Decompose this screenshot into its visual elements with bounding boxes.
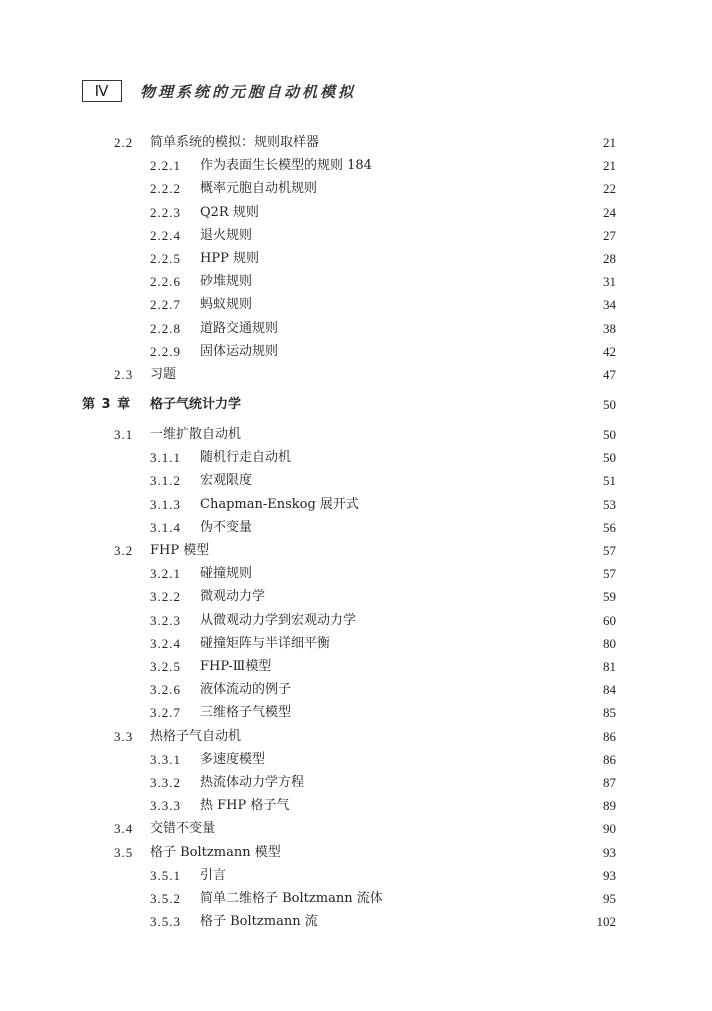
toc-entry[interactable] [150, 179, 616, 199]
toc-entry[interactable] [150, 203, 616, 223]
toc-entry-title: 碰撞规则 [200, 566, 253, 582]
toc-entry-page: 21 [603, 158, 616, 174]
toc-entry-page: 57 [603, 543, 616, 558]
toc-entry[interactable] [150, 156, 616, 176]
toc-entry[interactable] [150, 587, 616, 607]
toc-entry-page: 47 [603, 367, 616, 382]
toc-entry-number: 3.3 [114, 728, 134, 744]
toc-entry-page: 93 [603, 844, 616, 860]
toc-entry-title: 砂堆规则 [200, 274, 253, 290]
toc-entry-title: FHP-Ⅲ模型 [200, 659, 272, 674]
toc-entry-page: 95 [603, 891, 616, 906]
dot-leader [215, 541, 588, 561]
toc-entry-number: 2.2.5 [150, 251, 181, 266]
dot-leader [258, 295, 588, 315]
toc-entry-number: 3.3.1 [150, 751, 181, 767]
toc-entry-page: 50 [603, 450, 616, 466]
dot-leader [247, 425, 588, 445]
toc-entry-page: 102 [596, 914, 616, 930]
page-number-roman: Ⅳ [82, 80, 122, 102]
toc-entry-page: 22 [603, 181, 616, 197]
toc-entry-title: Q2R 规则 [200, 204, 259, 220]
toc-entry-title: 热格子气自动机 [150, 728, 242, 744]
dot-leader [271, 587, 588, 607]
toc-entry-page: 81 [603, 659, 616, 674]
toc-entry-number: 3.3.3 [150, 798, 181, 814]
toc-entry-page: 21 [603, 135, 616, 150]
toc-entry[interactable] [150, 272, 616, 292]
toc-entry-page: 28 [603, 251, 616, 266]
toc-entry-number: 3.1 [114, 427, 134, 442]
toc-entry-number: 2.2.9 [150, 343, 181, 359]
toc-entry[interactable] [150, 564, 616, 584]
dot-leader [287, 843, 588, 863]
toc-entry[interactable] [150, 796, 616, 816]
toc-entry-title: 格子 Boltzmann 模型 [150, 844, 281, 860]
toc-entry-number: 3.2.3 [150, 612, 181, 628]
toc-entry[interactable] [150, 889, 616, 909]
toc-entry-page: 80 [603, 635, 616, 651]
toc-entry-page: 31 [603, 274, 616, 290]
toc-entry-title: 简单二维格子 Boltzmann 流体 [200, 891, 383, 906]
dot-leader [258, 518, 588, 538]
running-header [82, 80, 642, 104]
toc-entry[interactable] [150, 471, 616, 491]
toc-entry-title: 道路交通规则 [200, 320, 279, 336]
toc-entry-title: HPP 规则 [200, 251, 259, 266]
toc-entry[interactable] [114, 843, 616, 863]
toc-entry-title: 交错不变量 [150, 821, 216, 837]
toc-entry[interactable] [150, 319, 616, 339]
dot-leader [325, 133, 588, 153]
toc-entry-number: 3.3.2 [150, 775, 181, 790]
toc-entry[interactable] [150, 518, 616, 538]
toc-entry[interactable] [150, 226, 616, 246]
toc-entry-number: 3.5.2 [150, 891, 181, 906]
toc-entry[interactable] [150, 611, 616, 631]
dot-leader [365, 495, 588, 515]
toc-entry-number: 3.5 [114, 844, 134, 860]
toc-entry-number: 3.2.7 [150, 705, 181, 721]
toc-entry-number: 3.2 [114, 543, 134, 558]
dot-leader [389, 889, 588, 909]
dot-leader [277, 657, 588, 677]
dot-leader [324, 912, 588, 932]
toc-entry-title: 碰撞矩阵与半详细平衡 [200, 635, 331, 651]
dot-leader [265, 203, 588, 223]
toc-entry-title: 宏观限度 [200, 473, 253, 489]
toc-entry-number: 2.2.7 [150, 297, 181, 313]
toc-entry[interactable] [150, 634, 616, 654]
toc-entry-title: 随机行走自动机 [200, 450, 292, 466]
dot-leader [297, 448, 588, 468]
toc-entry-title: 微观动力学 [200, 589, 266, 605]
toc-entry-title: 液体流动的例子 [200, 682, 292, 698]
dot-leader [284, 319, 588, 339]
toc-entry-page: 93 [603, 867, 616, 883]
toc-entry-page: 84 [603, 682, 616, 698]
toc-entry-page: 87 [603, 775, 616, 790]
toc-entry[interactable] [114, 541, 616, 561]
toc-entry[interactable] [114, 727, 616, 747]
dot-leader [247, 727, 588, 747]
toc-entry-title: 蚂蚁规则 [200, 297, 253, 313]
toc-entry[interactable] [150, 495, 616, 515]
toc-entry-number: 3.5.1 [150, 867, 181, 883]
toc-entry-title: Chapman-Enskog 展开式 [200, 496, 359, 512]
toc-entry-page: 59 [603, 589, 616, 605]
dot-leader [295, 796, 588, 816]
toc-entry-title: 热 FHP 格子气 [200, 798, 290, 814]
toc-entry-page: 89 [603, 798, 616, 814]
toc-entry-title: 从微观动力学到宏观动力学 [200, 612, 357, 628]
toc-entry-number: 2.2.4 [150, 227, 181, 243]
toc-entry-page: 24 [603, 204, 616, 220]
toc-entry[interactable] [150, 750, 616, 770]
dot-leader [310, 773, 588, 793]
toc-entry-number: 3.2.1 [150, 566, 181, 582]
toc-entry-title: FHP 模型 [150, 543, 210, 558]
toc-entry-number: 3.2.4 [150, 635, 181, 651]
toc-entry-title: 热流体动力学方程 [200, 775, 305, 790]
dot-leader [336, 634, 588, 654]
toc-entry-page: 53 [603, 496, 616, 512]
toc-entry-number: 3.2.5 [150, 659, 181, 674]
toc-entry-title: 伪不变量 [200, 519, 253, 535]
toc-entry-page: 42 [603, 343, 616, 359]
toc-entry-number: 3.2.6 [150, 682, 181, 698]
toc-entry[interactable] [150, 295, 616, 315]
toc-entry[interactable] [82, 395, 616, 415]
dot-leader [265, 249, 588, 269]
toc-entry-title: 多速度模型 [200, 751, 266, 767]
toc-entry-page: 57 [603, 566, 616, 582]
dot-leader [247, 395, 588, 415]
toc-entry[interactable] [150, 657, 616, 677]
toc-entry-number: 2.2.8 [150, 320, 181, 336]
toc-entry[interactable] [150, 866, 616, 886]
toc-entry[interactable] [150, 680, 616, 700]
toc-entry-page: 34 [603, 297, 616, 313]
toc-entry[interactable] [150, 249, 616, 269]
toc-entry-number: 2.2.1 [150, 158, 181, 174]
dot-leader [284, 342, 588, 362]
dot-leader [271, 750, 588, 770]
toc-entry[interactable] [150, 342, 616, 362]
toc-entry-page: 86 [603, 728, 616, 744]
toc-entry-number: 2.2.6 [150, 274, 181, 290]
toc-entry-title: 格子气统计力学 [150, 397, 242, 412]
toc-entry-page: 27 [603, 227, 616, 243]
dot-leader [378, 156, 588, 176]
toc-entry[interactable] [114, 365, 616, 385]
toc-entry-title: 作为表面生长模型的规则 184 [200, 158, 372, 174]
dot-leader [297, 703, 588, 723]
running-title: 物理系统的元胞自动机模拟 [140, 83, 357, 101]
toc-entry[interactable] [150, 912, 616, 932]
dot-leader [323, 179, 588, 199]
toc-entry-title: 简单系统的模拟：规则取样器 [150, 135, 320, 150]
toc-entry-title: 引言 [200, 867, 227, 883]
toc-entry[interactable] [150, 448, 616, 468]
toc-entry-title: 概率元胞自动机规则 [200, 181, 318, 197]
toc-entry-title: 习题 [150, 367, 177, 382]
toc-entry-number: 3.5.3 [150, 914, 181, 930]
toc-entry-number: 2.3 [114, 367, 134, 382]
toc-entry-title: 格子 Boltzmann 流 [200, 914, 318, 930]
toc-entry[interactable] [114, 425, 616, 445]
dot-leader [232, 866, 588, 886]
toc-entry-page: 60 [603, 612, 616, 628]
toc-entry-page: 51 [603, 473, 616, 489]
toc-entry-page: 85 [603, 705, 616, 721]
toc-entry-title: 三维格子气模型 [200, 705, 292, 721]
dot-leader [221, 819, 588, 839]
dot-leader [297, 680, 588, 700]
dot-leader [258, 272, 588, 292]
toc-entry-number: 3.1.4 [150, 519, 181, 535]
toc-entry-number: 3.1.1 [150, 450, 181, 466]
toc-entry-number: 3.1.3 [150, 496, 181, 512]
dot-leader [182, 365, 588, 385]
toc-entry-number: 2.2.2 [150, 181, 181, 197]
toc-entry-title: 固体运动规则 [200, 343, 279, 359]
toc-entry-number: 3.2.2 [150, 589, 181, 605]
toc-entry-page: 56 [603, 519, 616, 535]
toc-entry-number: 第 3 章 [82, 397, 132, 412]
dot-leader [258, 471, 588, 491]
toc-entry[interactable] [150, 773, 616, 793]
dot-leader [258, 564, 588, 584]
toc-entry-title: 退火规则 [200, 227, 253, 243]
toc-entry-page: 50 [603, 427, 616, 442]
toc-entry-page: 86 [603, 751, 616, 767]
toc-entry-page: 50 [603, 397, 616, 412]
toc-entry-number: 2.2.3 [150, 204, 181, 220]
toc-entry-number: 3.4 [114, 821, 134, 837]
toc-entry-page: 38 [603, 320, 616, 336]
toc-entry-title: 一维扩散自动机 [150, 427, 242, 442]
toc-entry-number: 2.2 [114, 135, 134, 150]
toc-entry[interactable] [114, 819, 616, 839]
toc-entry[interactable] [114, 133, 616, 153]
dot-leader [258, 226, 588, 246]
dot-leader [362, 611, 588, 631]
toc-entry[interactable] [150, 703, 616, 723]
toc-entry-number: 3.1.2 [150, 473, 181, 489]
toc-entry-page: 90 [603, 821, 616, 837]
